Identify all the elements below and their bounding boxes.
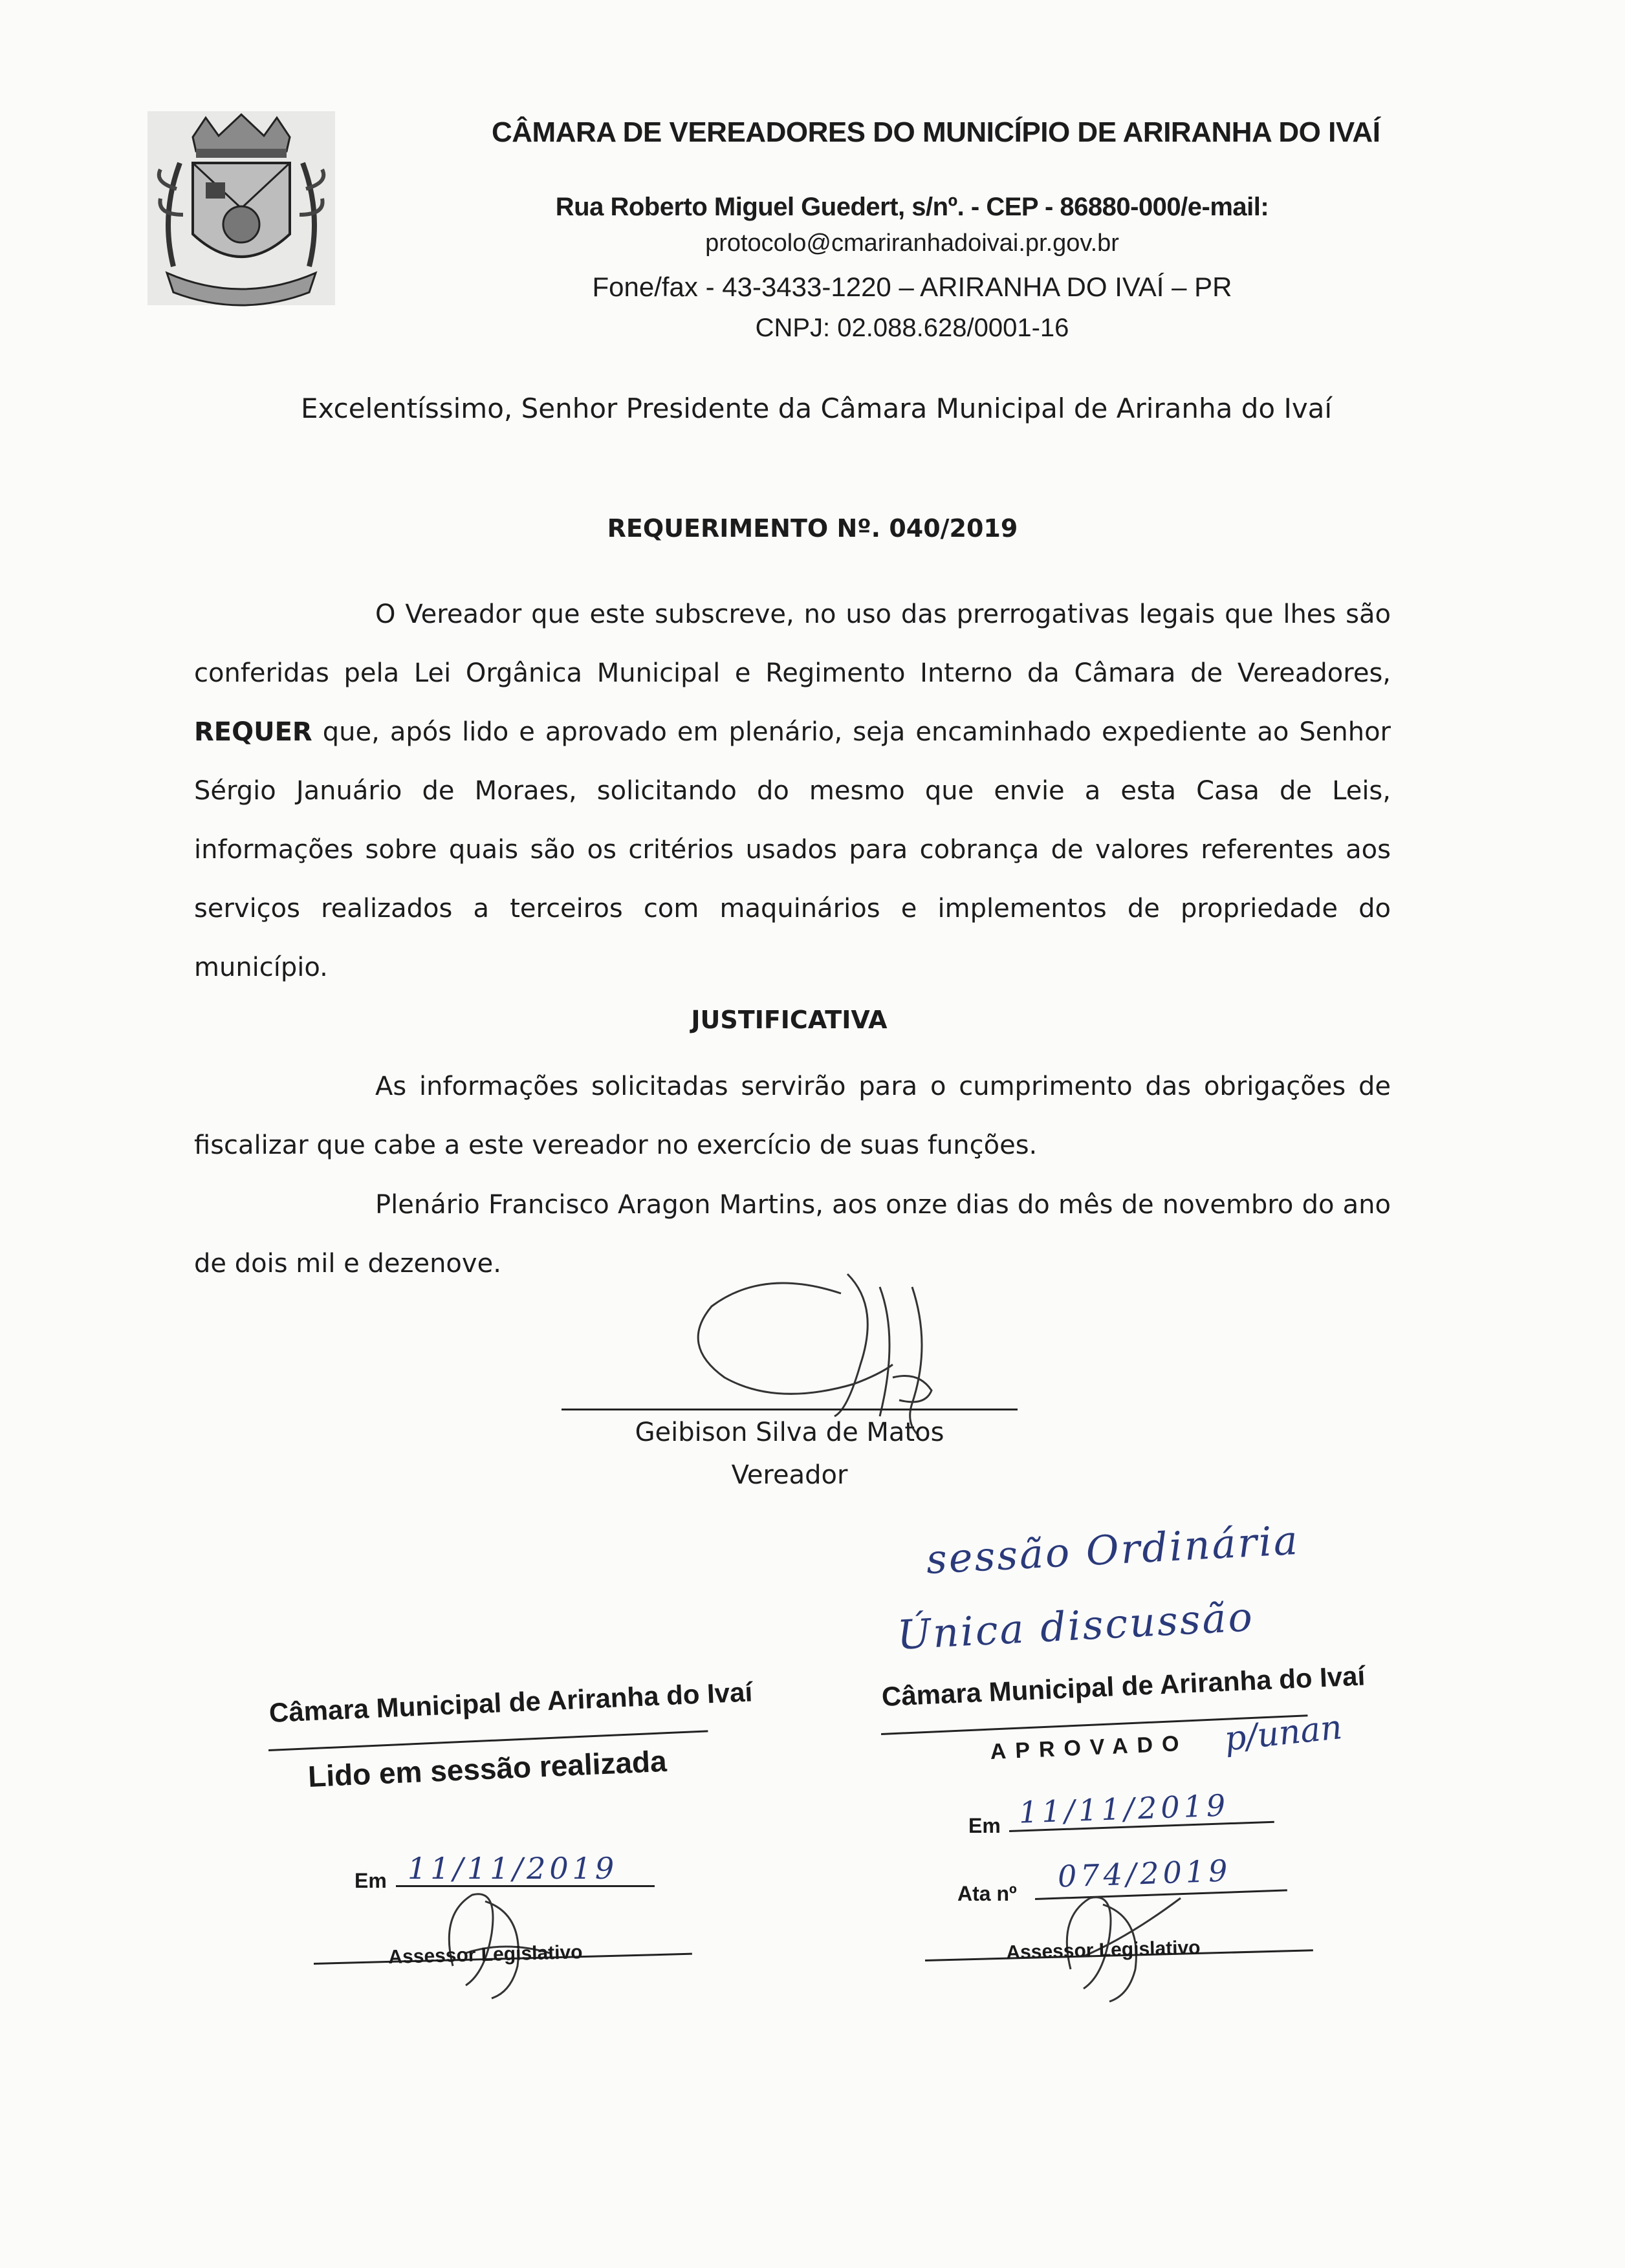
- councilor-name: Geibison Silva de Matos: [635, 1418, 944, 1447]
- request-paragraph-rest: que, após lido e aprovado em plenário, seja encaminhado expediente ao Senhor Sérgio Januário de Moraes, solicitando do mesmo que envie a esta Casa de Leis, informações sobre quais são os critérios usados para cobrança de valores referentes aos serviços realizados a terceiros com maquinários e implementos de propriedade do município.: [194, 717, 1391, 982]
- read-stamp-date: 11/11/2019: [408, 1851, 618, 1886]
- municipal-coat-of-arms-icon: [147, 111, 335, 305]
- approved-stamp-minutes-label: Ata nº: [957, 1882, 1017, 1905]
- request-paragraph: [194, 585, 1391, 997]
- chamber-title: CÂMARA DE VEREADORES DO MUNICÍPIO DE ARIRANHA DO IVAÍ: [492, 116, 1380, 148]
- chamber-cnpj: CNPJ: 02.088.628/0001-16: [755, 314, 1069, 342]
- request-keyword: REQUER: [194, 717, 312, 747]
- approved-stamp-signer-role: Assessor Legislativo: [1006, 1937, 1201, 1963]
- chamber-phone: Fone/fax - 43-3433-1220 – ARIRANHA DO IVAÍ – PR: [592, 272, 1232, 302]
- read-stamp-house: Câmara Municipal de Ariranha do Ivaí: [268, 1676, 753, 1728]
- approved-stamp-minutes-number: 074/2019: [1057, 1853, 1232, 1894]
- read-stamp-date-label: Em: [354, 1869, 387, 1892]
- closing-paragraph: Plenário Francisco Aragon Martins, aos onze dias do mês de novembro do ano de dois mil e dezenove.: [194, 1190, 1391, 1279]
- chamber-email: protocolo@cmariranhadoivai.pr.gov.br: [705, 230, 1119, 257]
- salutation: Excelentíssimo, Senhor Presidente da Câmara Municipal de Ariranha do Ivaí: [301, 393, 1333, 424]
- read-stamp-signature-scribble: [427, 1875, 569, 2005]
- councilor-signature-line: [562, 1409, 1018, 1410]
- read-stamp-text: Lido em sessão realizada: [307, 1744, 668, 1793]
- handwritten-approval-mode: p/unan: [1223, 1707, 1344, 1759]
- approved-stamp-date-label: Em: [968, 1814, 1001, 1837]
- justification-title: JUSTIFICATIVA: [691, 1006, 888, 1034]
- approved-stamp-date: 11/11/2019: [1018, 1787, 1230, 1830]
- approved-stamp-house: Câmara Municipal de Ariranha do Ivaí: [881, 1660, 1366, 1712]
- approved-stamp-text: APROVADO: [990, 1731, 1189, 1764]
- handwritten-session-note: sessão Ordinária: [925, 1516, 1301, 1583]
- justification-paragraph: As informações solicitadas servirão para o cumprimento das obrigações de fiscalizar que cabe a este vereador no exercício de suas funções.: [194, 1072, 1391, 1160]
- request-title: REQUERIMENTO Nº. 040/2019: [607, 514, 1018, 543]
- read-stamp-signer-role: Assessor Legislativo: [388, 1941, 583, 1968]
- handwritten-discussion-note: Única discussão: [896, 1593, 1256, 1659]
- councilor-role: Vereador: [731, 1460, 848, 1490]
- chamber-address: Rua Roberto Miguel Guedert, s/nº. - CEP - 86880-000/e-mail:: [555, 193, 1269, 221]
- request-paragraph-intro: O Vereador que este subscreve, no uso das prerrogativas legais que lhes são conferidas pela Lei Orgânica Municipal e Regimento Interno da Câmara de Vereadores,: [194, 599, 1391, 688]
